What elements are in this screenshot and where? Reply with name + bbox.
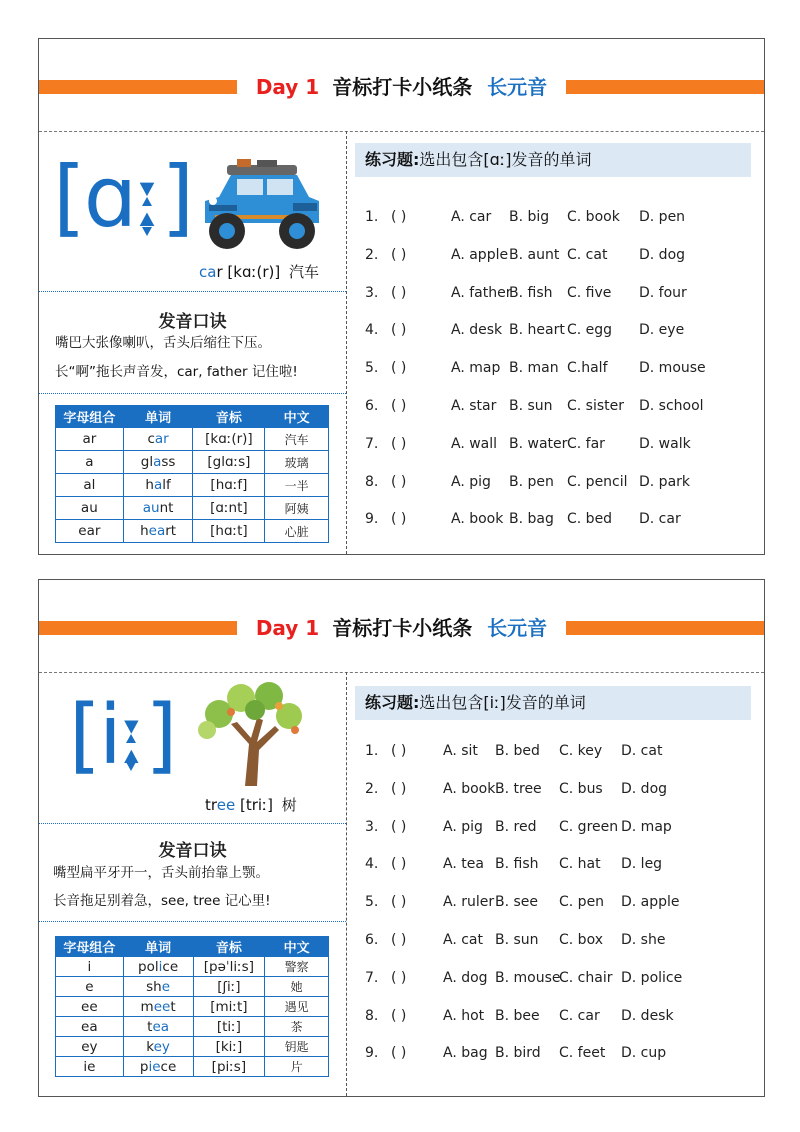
option-c: C. pen [559, 894, 605, 911]
option-c: C. egg [567, 322, 613, 339]
option-a: A. ruler [443, 894, 495, 911]
title-label: 音标打卡小纸条 [332, 75, 473, 99]
option-b: B. sun [509, 398, 553, 414]
question-number: 3. [365, 284, 379, 301]
day-label: Day 1 [255, 75, 320, 99]
card-2 [38, 579, 765, 1097]
cell-cn: 茶 [265, 1017, 329, 1037]
cell-cn: 心脏 [265, 520, 329, 543]
answer-blank[interactable]: ( ) [391, 780, 407, 797]
card-header [39, 74, 764, 100]
column-divider [346, 131, 347, 554]
option-a: A. hot [443, 1007, 485, 1024]
table-row [56, 428, 329, 451]
phonics-table [55, 405, 329, 543]
cell-ipa: [tiː] [193, 1017, 265, 1037]
exercise-label: 练习题: [365, 150, 420, 169]
col-header-letters: 字母组合 [56, 406, 124, 428]
answer-blank[interactable]: ( ) [391, 969, 407, 986]
answer-blank[interactable]: ( ) [391, 435, 407, 452]
cell-cn: 片 [265, 1057, 329, 1077]
cell-letters: ear [56, 520, 124, 543]
option-c: C. green [559, 818, 619, 835]
rhyme-line-1: 嘴巴大张像喇叭，舌头后缩往下压。 [55, 335, 271, 351]
header-divider [39, 131, 764, 132]
answer-blank[interactable]: ( ) [391, 398, 407, 414]
answer-blank[interactable]: ( ) [391, 473, 407, 490]
card-1 [38, 38, 765, 555]
option-d: D. car [639, 511, 681, 528]
col-header-ipa: 音标 [193, 937, 265, 957]
col-header-letters: 字母组合 [56, 937, 124, 957]
col-header-cn: 中文 [265, 937, 329, 957]
option-a: A. bag [443, 1045, 488, 1062]
cell-word: she [123, 977, 193, 997]
answer-blank[interactable]: ( ) [391, 511, 407, 528]
answer-blank[interactable]: ( ) [391, 360, 407, 377]
option-c: C. far [567, 435, 605, 452]
option-c: C. feet [559, 1045, 606, 1062]
question-number: 8. [365, 1007, 379, 1024]
caption-word-highlight: ee [216, 796, 236, 814]
option-b: B. water [509, 435, 568, 452]
cell-word: half [123, 474, 193, 497]
option-b: B. bird [495, 1045, 541, 1062]
cell-ipa: [kiː] [193, 1037, 265, 1057]
question-number: 1. [365, 209, 379, 225]
option-a: A. tea [443, 856, 484, 873]
table-row [56, 1017, 329, 1037]
cell-word: aunt [123, 497, 193, 520]
cell-word: police [123, 957, 193, 977]
card-title [39, 615, 764, 641]
cell-ipa: [piːs] [193, 1057, 265, 1077]
length-mark-top [126, 734, 136, 743]
question-number: 5. [365, 894, 379, 911]
exercise-prompt: 选出包含[iː]发音的单词 [419, 693, 586, 712]
option-d: D. apple [621, 894, 680, 911]
option-b: B. see [495, 894, 539, 911]
table-row [56, 520, 329, 543]
cell-letters: ey [56, 1037, 124, 1057]
option-c: C. chair [559, 969, 613, 986]
exercise-prompt: 选出包含[ɑː]发音的单词 [419, 150, 592, 169]
cell-word: tea [123, 1017, 193, 1037]
car-image [197, 157, 325, 257]
option-c: C. bus [559, 780, 603, 797]
question-number: 2. [365, 780, 379, 797]
day-label: Day 1 [255, 616, 320, 640]
cell-ipa: [ɑːnt] [193, 497, 265, 520]
cell-ipa: [glɑːs] [193, 451, 265, 474]
caption-word-highlight: ca [199, 263, 217, 281]
option-c: C.half [567, 360, 608, 377]
table-row [56, 451, 329, 474]
question-number: 3. [365, 818, 379, 835]
rhyme-divider [39, 393, 346, 394]
question-number: 1. [365, 743, 379, 759]
answer-blank[interactable]: ( ) [391, 894, 407, 911]
question-number: 7. [365, 435, 379, 452]
card-title [39, 74, 764, 100]
option-a: A. father [451, 284, 512, 301]
cell-word: key [123, 1037, 193, 1057]
answer-blank[interactable]: ( ) [391, 1007, 407, 1024]
option-d: D. four [639, 284, 687, 301]
option-c: C. five [567, 284, 612, 301]
answer-blank[interactable]: ( ) [391, 818, 407, 835]
phonics-table [55, 936, 329, 1077]
col-header-cn: 中文 [265, 406, 329, 428]
cell-ipa: [kɑː(r)] [193, 428, 265, 451]
option-d: D. park [639, 473, 691, 490]
cell-ipa: [miːt] [193, 997, 265, 1017]
option-a: A. dog [443, 969, 488, 986]
cell-word: car [123, 428, 193, 451]
cell-letters: ie [56, 1057, 124, 1077]
exercise-header [355, 143, 751, 177]
column-divider [346, 672, 347, 1096]
question-number: 7. [365, 969, 379, 986]
option-c: C. car [559, 1007, 600, 1024]
caption-word-pre: tr [205, 796, 217, 814]
option-d: D. map [621, 818, 672, 835]
option-b: B. fish [495, 856, 539, 873]
subtitle-label: 长元音 [487, 75, 548, 99]
option-c: C. key [559, 743, 603, 759]
answer-blank[interactable]: ( ) [391, 246, 407, 263]
option-a: A. pig [443, 818, 483, 835]
cell-word: glass [123, 451, 193, 474]
rhyme-line-1: 嘴型扁平牙开一，舌头前抬靠上颚。 [53, 865, 269, 881]
option-c: C. sister [567, 398, 625, 414]
option-b: B. aunt [509, 246, 560, 263]
option-c: C. book [567, 209, 620, 225]
answer-blank[interactable]: ( ) [391, 209, 407, 225]
image-caption [205, 794, 297, 815]
option-b: B. big [509, 209, 550, 225]
subtitle-label: 长元音 [487, 616, 548, 640]
caption-ipa: [kɑː(r)] [227, 263, 281, 281]
col-header-word: 单词 [123, 937, 193, 957]
question-number: 4. [365, 322, 379, 339]
answer-blank[interactable]: ( ) [391, 1045, 407, 1062]
caption-ipa: [triː] [239, 796, 273, 814]
option-d: D. police [621, 969, 683, 986]
option-d: D. school [639, 398, 704, 414]
rhyme-divider [39, 921, 346, 922]
cell-ipa: [pəˈliːs] [193, 957, 265, 977]
option-c: C. bed [567, 511, 613, 528]
cell-cn: 遇见 [265, 997, 329, 1017]
cell-word: heart [123, 520, 193, 543]
question-number: 9. [365, 1045, 379, 1062]
option-d: D. mouse [639, 360, 706, 377]
rhyme-line-2: 长“啊”拖长声音发，car, father 记住啦! [55, 364, 298, 380]
cell-cn: 玻璃 [265, 451, 329, 474]
cell-ipa: [hɑːt] [193, 520, 265, 543]
question-number: 2. [365, 246, 379, 263]
answer-blank[interactable]: ( ) [391, 322, 407, 339]
cell-ipa: [hɑːf] [193, 474, 265, 497]
image-caption [199, 261, 319, 282]
table-row [56, 957, 329, 977]
answer-blank[interactable]: ( ) [391, 856, 407, 873]
phonetic-symbol: [iː] [69, 688, 176, 783]
cell-cn: 警察 [265, 957, 329, 977]
option-d: D. pen [639, 209, 686, 225]
option-d: D. walk [639, 435, 691, 452]
option-a: A. book [451, 511, 504, 528]
caption-divider [39, 823, 346, 824]
option-b: B. pen [509, 473, 554, 490]
option-d: D. cup [621, 1045, 667, 1062]
length-mark-bottom [142, 227, 152, 236]
cell-word: meet [123, 997, 193, 1017]
rhyme-text [55, 331, 345, 384]
option-b: B. bed [495, 743, 540, 759]
option-c: C. hat [559, 856, 601, 873]
cell-cn: 一半 [265, 474, 329, 497]
cell-letters: a [56, 451, 124, 474]
cell-letters: ar [56, 428, 124, 451]
answer-blank[interactable]: ( ) [391, 743, 407, 759]
cell-cn: 钥匙 [265, 1037, 329, 1057]
cell-letters: i [56, 957, 124, 977]
option-b: B. sun [495, 932, 539, 948]
rhyme-line-2: 长音拖足别着急，see, tree 记心里! [53, 893, 271, 909]
option-b: B. heart [509, 322, 565, 339]
caption-word-rest: r [216, 263, 223, 281]
option-d: D. leg [621, 856, 663, 873]
answer-blank[interactable]: ( ) [391, 284, 407, 301]
caption-cn: 汽车 [289, 263, 320, 281]
caption-cn: 树 [281, 796, 297, 814]
option-b: B. bag [509, 511, 554, 528]
option-d: D. cat [621, 743, 663, 759]
option-a: A. book [443, 780, 496, 797]
tree-image [191, 680, 309, 788]
cell-letters: ea [56, 1017, 124, 1037]
exercise-header [355, 686, 751, 720]
title-label: 音标打卡小纸条 [332, 616, 473, 640]
cell-cn: 阿姨 [265, 497, 329, 520]
cell-cn: 她 [265, 977, 329, 997]
option-b: B. man [509, 360, 559, 377]
rhyme-title: 发音口诀 [158, 841, 227, 861]
col-header-ipa: 音标 [193, 406, 265, 428]
cell-letters: ee [56, 997, 124, 1017]
card-header [39, 615, 764, 641]
option-c: C. box [559, 932, 603, 948]
table-row [56, 474, 329, 497]
question-number: 5. [365, 360, 379, 377]
option-b: B. mouse [495, 969, 561, 986]
table-row [56, 1057, 329, 1077]
option-d: D. eye [639, 322, 685, 339]
table-row [56, 1037, 329, 1057]
option-b: B. tree [495, 780, 542, 797]
length-mark-bottom [126, 762, 136, 771]
table-row [56, 997, 329, 1017]
question-number: 8. [365, 473, 379, 490]
option-a: A. map [451, 360, 501, 377]
option-d: D. she [621, 932, 666, 948]
cell-letters: al [56, 474, 124, 497]
option-d: D. dog [621, 780, 668, 797]
caption-divider [39, 291, 346, 292]
cell-letters: au [56, 497, 124, 520]
option-a: A. star [451, 398, 497, 414]
option-a: A. car [451, 209, 492, 225]
option-a: A. cat [443, 932, 483, 948]
cell-cn: 汽车 [265, 428, 329, 451]
option-a: A. desk [451, 322, 503, 339]
rhyme-title: 发音口诀 [158, 312, 227, 332]
question-number: 4. [365, 856, 379, 873]
question-number: 9. [365, 511, 379, 528]
cell-word: piece [123, 1057, 193, 1077]
option-a: A. wall [451, 435, 498, 452]
exercise-label: 练习题: [365, 693, 420, 712]
option-a: A. pig [451, 473, 491, 490]
question-number: 6. [365, 932, 379, 948]
phonetic-symbol: [ɑː] [53, 148, 193, 246]
table-row [56, 497, 329, 520]
option-c: C. pencil [567, 473, 628, 490]
option-a: A. sit [443, 743, 478, 759]
option-c: C. cat [567, 246, 608, 263]
option-b: B. bee [495, 1007, 540, 1024]
rhyme-text [53, 861, 345, 913]
col-header-word: 单词 [123, 406, 193, 428]
option-b: B. fish [509, 284, 553, 301]
table-row [56, 977, 329, 997]
cell-ipa: [ʃiː] [193, 977, 265, 997]
option-d: D. desk [621, 1007, 674, 1024]
question-number: 6. [365, 398, 379, 414]
header-divider [39, 672, 764, 673]
option-a: A. apple [451, 246, 509, 263]
answer-blank[interactable]: ( ) [391, 932, 407, 948]
length-mark-top [142, 197, 152, 206]
cell-letters: e [56, 977, 124, 997]
option-b: B. red [495, 818, 537, 835]
option-d: D. dog [639, 246, 686, 263]
